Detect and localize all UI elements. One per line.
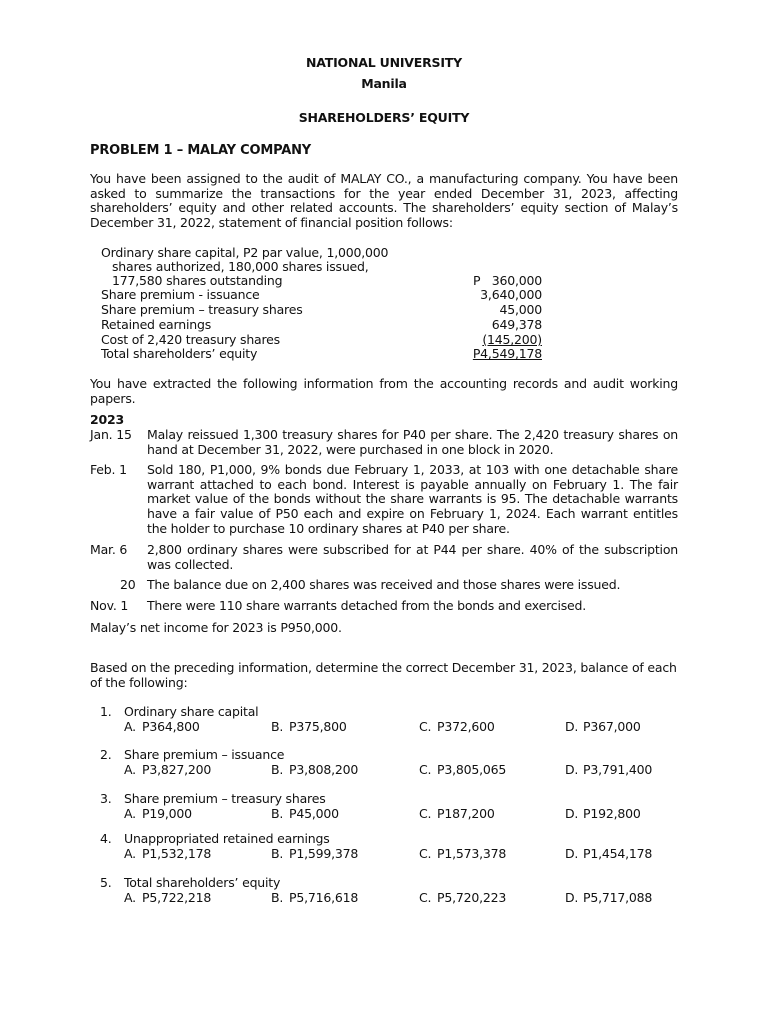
question-number: 5.	[100, 875, 112, 890]
option-d: D. P5,717,088	[565, 890, 653, 905]
net-income-text: Malay’s net income for 2023 is P950,000.	[90, 620, 342, 635]
share-capital-line-2: shares authorized, 180,000 shares issued,	[112, 259, 369, 274]
option-d: D. P367,000	[565, 719, 641, 734]
equity-total-amount: P4,549,178	[472, 346, 542, 361]
option-b: B. P5,716,618	[271, 890, 359, 905]
problem-title: PROBLEM 1 – MALAY COMPANY	[90, 143, 311, 158]
year-heading: 2023	[90, 412, 124, 427]
question-text: Share premium – issuance	[124, 747, 285, 762]
question-number: 3.	[100, 791, 112, 806]
transaction-date: 20	[120, 577, 136, 592]
share-capital-line-3: 177,580 shares outstanding	[112, 273, 283, 288]
option-c: C. P5,720,223	[419, 890, 507, 905]
transaction-text: There were 110 share warrants detached from the bonds and exercised.	[147, 598, 587, 613]
question-text: Ordinary share capital	[124, 704, 259, 719]
option-b: B. P45,000	[271, 806, 339, 821]
question-item	[90, 832, 690, 862]
option-c: C. P187,200	[419, 806, 495, 821]
instruction-paragraph: Based on the preceding information, determine the correct December 31, 2023, balance of each of the following:	[90, 660, 677, 690]
transaction-date: Feb. 1	[90, 462, 127, 477]
equity-item-label: Cost of 2,420 treasury shares	[101, 332, 280, 347]
question-item	[90, 748, 690, 778]
transaction-date: Nov. 1	[90, 598, 129, 613]
option-b: B. P3,808,200	[271, 762, 359, 777]
equity-item-amount: 3,640,000	[480, 287, 542, 302]
equity-item-label: Share premium - issuance	[101, 287, 260, 302]
question-number: 1.	[100, 704, 112, 719]
subject-title: SHAREHOLDERS’ EQUITY	[298, 110, 470, 125]
share-capital-amount: P 360,000	[473, 273, 542, 288]
question-text: Share premium – treasury shares	[124, 791, 326, 806]
equity-total-label: Total shareholders’ equity	[101, 346, 258, 361]
equity-item-label: Share premium – treasury shares	[101, 302, 303, 317]
equity-item-amount: 649,378	[491, 317, 542, 332]
question-item	[90, 705, 690, 735]
transaction-text: Malay reissued 1,300 treasury shares for P40 per share. The 2,420 treasury shares on hand at December 31, 2022, were purchased in one block in 2020.	[147, 427, 678, 457]
equity-item-label: Retained earnings	[101, 317, 212, 332]
option-a: A. P19,000	[124, 806, 192, 821]
equity-item-amount: 45,000	[499, 302, 542, 317]
intro-paragraph: You have been assigned to the audit of MALAY CO., a manufacturing company. You have been asked to summarize the transactions for the year ended December 31, 2023, affecting shareholders’ equity and other related accounts. The shareholders’ equity section of Malay’s December 31, 2022, statement of financial position follows:	[90, 171, 678, 231]
campus-title: Manila	[361, 76, 407, 91]
transaction-date: Mar. 6	[90, 542, 128, 557]
question-item	[90, 876, 690, 906]
transaction-text: The balance due on 2,400 shares was received and those shares were issued.	[147, 577, 621, 592]
share-capital-line-1: Ordinary share capital, P2 par value, 1,000,000	[101, 245, 389, 260]
option-b: B. P1,599,378	[271, 846, 359, 861]
question-item	[90, 792, 690, 822]
option-d: D. P1,454,178	[565, 846, 653, 861]
option-a: A. P1,532,178	[124, 846, 212, 861]
transaction-entry	[90, 463, 678, 537]
transaction-text: 2,800 ordinary shares were subscribed for at P44 per share. 40% of the subscription was collected.	[147, 542, 678, 572]
option-d: D. P3,791,400	[565, 762, 653, 777]
extract-paragraph: You have extracted the following information from the accounting records and audit working papers.	[90, 376, 678, 406]
option-d: D. P192,800	[565, 806, 641, 821]
university-title: NATIONAL UNIVERSITY	[306, 55, 462, 70]
transaction-text: Sold 180, P1,000, 9% bonds due February 1, 2033, at 103 with one detachable share warrant attached to each bond. Interest is payable annually on February 1. The fair market value of the bonds without the share warrants is 95. The detachable warrants have a fair value of P50 each and expire on February 1, 2024. Each warrant entitles the holder to purchase 10 ordinary shares at P40 per share.	[147, 462, 678, 536]
option-c: C. P1,573,378	[419, 846, 507, 861]
question-number: 2.	[100, 747, 112, 762]
option-a: A. P364,800	[124, 719, 200, 734]
question-text: Total shareholders’ equity	[124, 875, 281, 890]
transaction-entry	[90, 599, 678, 614]
question-number: 4.	[100, 831, 112, 846]
transaction-entry	[90, 543, 678, 572]
option-c: C. P3,805,065	[419, 762, 507, 777]
transaction-date: Jan. 15	[90, 427, 132, 442]
option-c: C. P372,600	[419, 719, 495, 734]
option-a: A. P3,827,200	[124, 762, 212, 777]
option-b: B. P375,800	[271, 719, 347, 734]
option-a: A. P5,722,218	[124, 890, 212, 905]
transaction-entry	[90, 578, 678, 593]
transaction-entry	[90, 428, 678, 457]
question-text: Unappropriated retained earnings	[124, 831, 330, 846]
equity-item-amount: (145,200)	[482, 332, 542, 347]
